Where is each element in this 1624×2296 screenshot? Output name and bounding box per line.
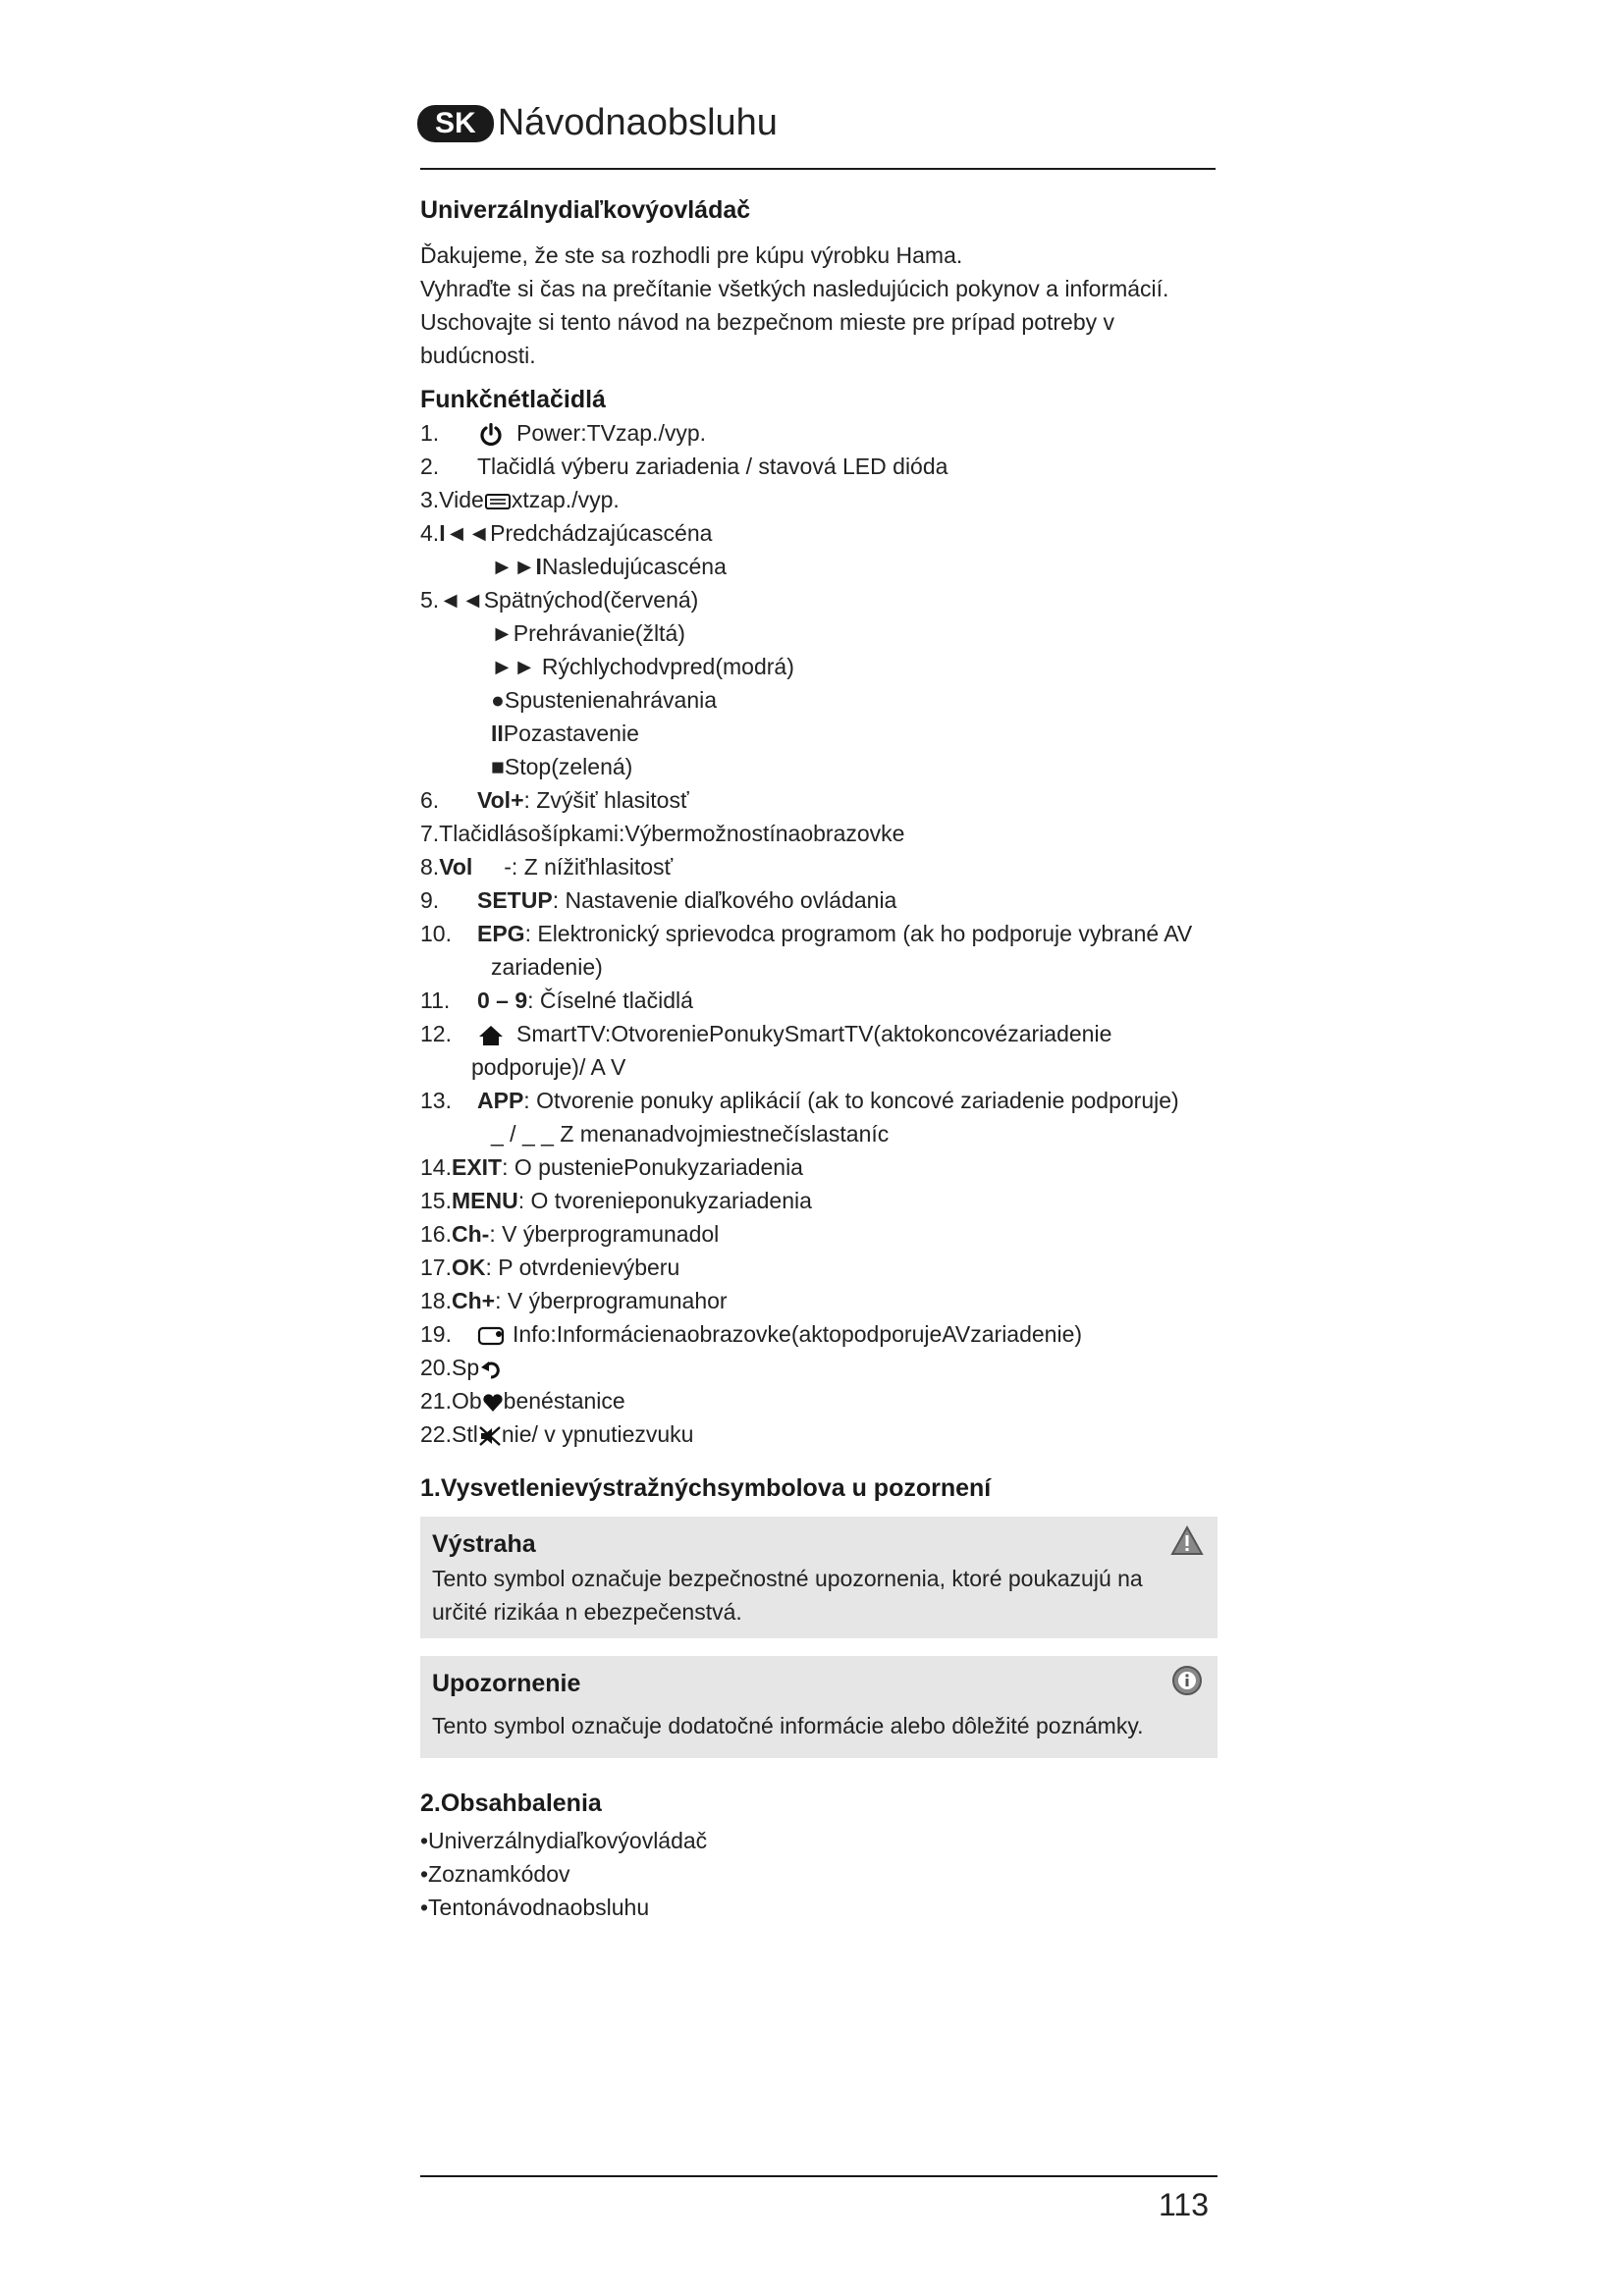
list-item <box>420 516 1218 550</box>
item-text: : Otvorenie ponuky aplikácií (ak to koncové zariadenie podporuje) <box>523 1088 1179 1113</box>
item-text: benéstanice <box>503 1388 625 1414</box>
list-item <box>420 416 1218 450</box>
function-keys-heading: Funkčnétlačidlá <box>420 386 606 413</box>
item-text: Power:TVzap./vyp. <box>516 420 707 446</box>
warning-box <box>420 1517 1218 1638</box>
item-text: : Číselné tlačidlá <box>527 988 693 1013</box>
key-label: Vol <box>439 854 473 880</box>
item-number: 15. <box>420 1188 452 1213</box>
footer-rule <box>420 2175 1218 2177</box>
item-text: -: Z nížiťhlasitosť <box>504 854 674 880</box>
item-number: 4. <box>420 520 440 546</box>
note-box <box>420 1656 1218 1758</box>
item-number: 19. <box>420 1321 452 1347</box>
list-item <box>420 450 1218 483</box>
note-title: Upozornenie <box>432 1670 581 1697</box>
package-heading: 2.Obsahbalenia <box>420 1789 602 1817</box>
intro-line-3: Uschovajte si tento návod na bezpečnom mieste pre prípad potreby v budúcnosti. <box>420 309 1115 368</box>
item-text: Predchádzajúcascéna <box>490 520 713 546</box>
teletext-icon <box>484 492 512 511</box>
key-label: SETUP <box>477 887 553 913</box>
list-item <box>420 1084 1218 1117</box>
item-text: 7.Tlačidlásošípkami:Výbermožnostínaobrazovke <box>420 821 905 846</box>
list-item <box>420 650 1218 683</box>
power-icon <box>479 423 503 447</box>
item-text: : O tvorenieponukyzariadenia <box>517 1188 812 1213</box>
page-number: 113 <box>1159 2187 1210 2222</box>
item-number: 17. <box>420 1255 452 1280</box>
list-item-continuation <box>420 950 1218 984</box>
fast-forward-icon: ►► <box>491 654 536 679</box>
info-circle-icon <box>1170 1664 1204 1697</box>
list-item <box>420 917 1218 950</box>
language-badge: SK <box>417 105 494 142</box>
list-item <box>420 1251 1218 1284</box>
list-item <box>420 1351 1218 1384</box>
item-text: : P otvrdenievýberu <box>485 1255 680 1280</box>
item-text: 21.Ob <box>420 1388 482 1414</box>
item-text: Spustenienahrávania <box>504 687 718 713</box>
record-icon: ● <box>491 687 505 713</box>
list-item-continuation <box>420 1117 1218 1150</box>
key-label: EXIT <box>451 1154 503 1180</box>
item-number: 18. <box>420 1288 452 1313</box>
package-list <box>420 1824 1218 1924</box>
item-number: 1. <box>420 420 440 446</box>
item-text: : Elektronický sprievodca programom (ak ho podporuje vybrané AV <box>524 921 1193 946</box>
play-icon: ► <box>491 620 514 646</box>
item-text: 20.Sp <box>420 1355 480 1380</box>
item-text: xtzap./vyp. <box>511 487 620 512</box>
item-text: Prehrávanie(žltá) <box>513 620 685 646</box>
key-label: 0 – 9 <box>477 988 528 1013</box>
intro <box>420 239 1218 372</box>
list-item <box>420 1417 1218 1451</box>
home-icon <box>477 1024 505 1047</box>
list-item <box>420 1317 1218 1351</box>
list-item <box>420 550 1218 583</box>
warning-symbols-heading: 1.Vysvetlenievýstražnýchsymbolova u pozornení <box>420 1474 992 1502</box>
item-number: 9. <box>420 887 440 913</box>
list-item <box>420 1217 1218 1251</box>
header-title: Návodnaobsluhu <box>497 102 778 143</box>
list-item <box>420 783 1218 817</box>
item-text: podporuje)/ A V <box>471 1054 626 1080</box>
item-text: : V ýberprogramunadol <box>489 1221 720 1247</box>
item-text: nie/ v ypnutiezvuku <box>501 1421 694 1447</box>
warning-text: Tento symbol označuje bezpečnostné upozornenia, ktoré poukazujú na určité rizikáa n ebezpečenstvá. <box>432 1566 1143 1625</box>
item-number: 14. <box>420 1154 452 1180</box>
warning-title: Výstraha <box>432 1530 536 1558</box>
key-label: MENU <box>451 1188 518 1213</box>
item-text: : Nastavenie diaľkového ovládania <box>552 887 897 913</box>
list-item <box>420 817 1218 850</box>
back-icon <box>479 1358 503 1381</box>
content <box>420 196 1218 1924</box>
item-text: SmartTV:OtvoreniePonukySmartTV(aktokoncovézariadenie <box>516 1021 1112 1046</box>
item-text: Rýchlychodvpred(modrá) <box>541 654 794 679</box>
key-label: Ch+ <box>451 1288 496 1313</box>
item-number: 12. <box>420 1021 452 1046</box>
item-text: zariadenie) <box>491 954 603 980</box>
list-item <box>420 583 1218 616</box>
list-item <box>420 616 1218 650</box>
key-label: Vol+ <box>477 787 524 813</box>
item-text: Nasledujúcascéna <box>541 554 727 579</box>
main-title: Univerzálnydiaľkovýovládač <box>420 196 751 224</box>
heart-icon <box>482 1392 504 1414</box>
item-text: _ / _ _ Z menanadvojmiestnečíslastaníc <box>491 1121 890 1147</box>
key-label: OK <box>451 1255 486 1280</box>
pause-icon: II <box>491 721 504 746</box>
info-icon <box>477 1325 507 1347</box>
item-text: 3.Vide <box>420 487 484 512</box>
list-item <box>420 1284 1218 1317</box>
list-item <box>420 717 1218 750</box>
list-item-continuation <box>420 1050 1218 1084</box>
list-item <box>420 984 1218 1017</box>
header-rule <box>420 168 1216 170</box>
item-text: 22.Stl <box>420 1421 478 1447</box>
item-text: : V ýberprogramunahor <box>495 1288 728 1313</box>
list-item <box>420 683 1218 717</box>
item-text: : O pusteniePonukyzariadenia <box>502 1154 803 1180</box>
key-label: APP <box>477 1088 524 1113</box>
item-text: : Zvýšiť hlasitosť <box>523 787 689 813</box>
prev-scene-icon: I◄◄ <box>439 520 491 546</box>
item-text: Info:Informácienaobrazovke(aktopodporujeAVzariadenie) <box>513 1321 1083 1347</box>
function-keys-list <box>420 416 1218 1451</box>
list-item: •Zoznamkódov <box>420 1861 570 1887</box>
item-number: 16. <box>420 1221 452 1247</box>
intro-line-1: Ďakujeme, že ste sa rozhodli pre kúpu výrobku Hama. <box>420 242 963 268</box>
stop-icon: ■ <box>491 754 505 779</box>
list-item: •Univerzálnydiaľkovýovládač <box>420 1828 708 1853</box>
list-item <box>420 1017 1218 1050</box>
rewind-icon: ◄◄ <box>439 587 484 613</box>
item-text: Pozastavenie <box>503 721 639 746</box>
key-label: EPG <box>477 921 525 946</box>
item-number: 2. <box>420 454 440 479</box>
intro-line-2: Vyhraďte si čas na prečítanie všetkých nasledujúcich pokynov a informácií. <box>420 276 1169 301</box>
list-item <box>420 1184 1218 1217</box>
list-item: •Tentonávodnaobsluhu <box>420 1895 650 1920</box>
warning-triangle-icon <box>1170 1524 1204 1558</box>
note-text: Tento symbol označuje dodatočné informácie alebo dôležité poznámky. <box>432 1713 1144 1738</box>
list-item <box>420 850 1218 883</box>
mute-icon <box>478 1424 502 1448</box>
key-label: Ch- <box>451 1221 490 1247</box>
item-number: 10. <box>420 921 452 946</box>
item-text: Stop(zelená) <box>504 754 633 779</box>
list-item <box>420 750 1218 783</box>
list-item <box>420 883 1218 917</box>
item-text: Spätnýchod(červená) <box>483 587 699 613</box>
item-number: 13. <box>420 1088 452 1113</box>
item-number: 8. <box>420 854 440 880</box>
item-number: 11. <box>420 988 451 1013</box>
item-number: 5. <box>420 587 440 613</box>
item-text: Tlačidlá výberu zariadenia / stavová LED dióda <box>477 454 948 479</box>
page-header <box>417 102 778 144</box>
list-item <box>420 1384 1218 1417</box>
list-item <box>420 483 1218 516</box>
item-number: 6. <box>420 787 440 813</box>
next-scene-icon: ►►I <box>491 554 542 579</box>
list-item <box>420 1150 1218 1184</box>
